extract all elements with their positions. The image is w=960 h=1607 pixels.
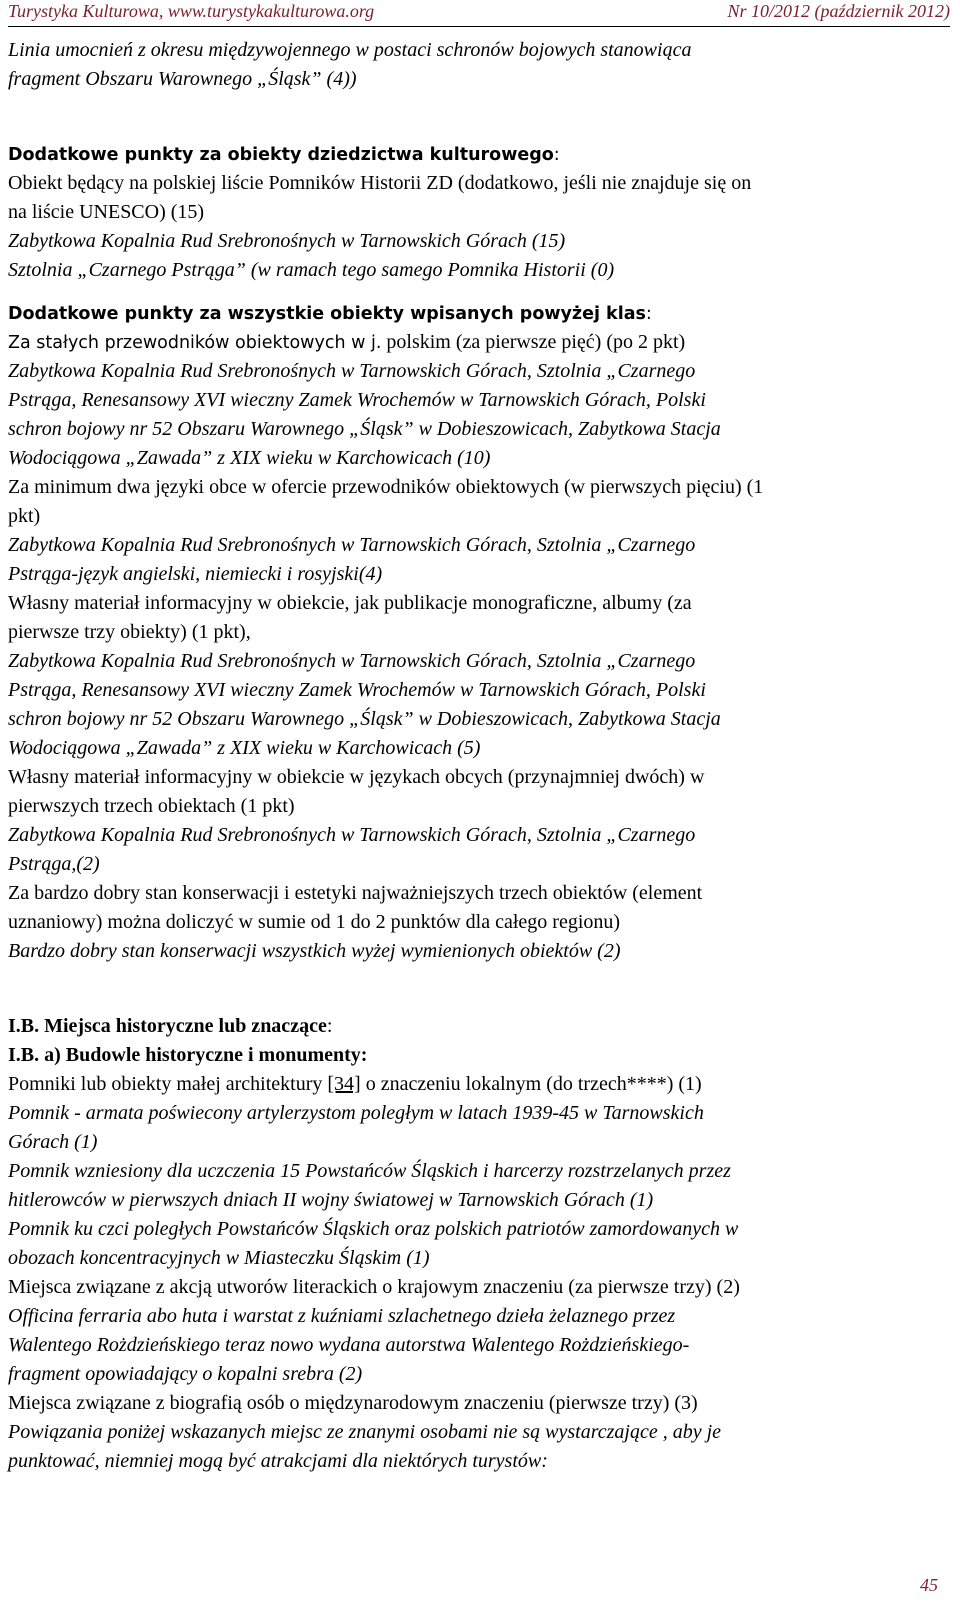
text-line: uznaniowy) można doliczyć w sumie od 1 do 2 punktów dla całego regionu) — [8, 911, 621, 933]
text-line: pierwsze trzy obiekty) (1 pkt), — [8, 621, 251, 643]
text-line: Miejsca związane z akcją utworów literackich o krajowym znaczeniu (za pierwsze trzy) (2) — [8, 1276, 740, 1298]
document-body — [8, 36, 948, 1476]
text-line: pierwszych trzech obiektach (1 pkt) — [8, 795, 295, 817]
object-line: Zabytkowa Kopalnia Rud Srebronośnych w Tarnowskich Górach, Sztolnia „Czarnego — [8, 824, 696, 846]
text-line: Obiekt będący na polskiej liście Pomników Historii ZD (dodatkowo, jeśli nie znajduje się on — [8, 172, 752, 194]
object-line: Pstrąga-język angielski, niemiecki i rosyjski(4) — [8, 563, 383, 585]
object-line: Pomnik wzniesiony dla uczczenia 15 Powstańców Śląskich i harcerzy rozstrzelanych przez — [8, 1160, 731, 1182]
object-line: obozach koncentracyjnych w Miasteczku Śląskim (1) — [8, 1247, 430, 1269]
object-line: Pstrąga,(2) — [8, 853, 100, 875]
object-line: Pomnik - armata poświecony artylerzystom poległym w latach 1939-45 w Tarnowskich — [8, 1102, 704, 1124]
text-line: pkt) — [8, 505, 41, 527]
page-number: 45 — [920, 1575, 938, 1595]
text-line: Za minimum dwa języki obce w ofercie przewodników obiektowych (w pierwszych pięciu) (1 — [8, 476, 764, 498]
object-line: Powiązania poniżej wskazanych miejsc ze znanymi osobami nie są wystarczające , aby je — [8, 1421, 722, 1443]
object-line: Pstrąga, Renesansowy XVI wieczny Zamek Wrochemów w Tarnowskich Górach, Polski — [8, 389, 706, 411]
intro-line: Linia umocnień z okresu międzywojennego w postaci schronów bojowych stanowiąca — [8, 39, 692, 61]
object-line: Walentego Rożdzieńskiego teraz nowo wydana autorstwa Walentego Rożdzieńskiego- — [8, 1334, 690, 1356]
text-line: na liście UNESCO) (15) — [8, 201, 205, 223]
intro-line: fragment Obszaru Warownego „Śląsk” (4)) — [8, 68, 357, 90]
issue-info: Nr 10/2012 (październik 2012) — [727, 1, 950, 21]
object-line: Pstrąga, Renesansowy XVI wieczny Zamek Wrochemów w Tarnowskich Górach, Polski — [8, 679, 706, 701]
section-heading: Dodatkowe punkty za obiekty dziedzictwa kulturowego: — [8, 145, 560, 165]
text-line: Miejsca związane z biografią osób o międzynarodowym znaczeniu (pierwsze trzy) (3) — [8, 1392, 698, 1414]
text-line: Pomniki lub obiekty małej architektury [34] o znaczeniu lokalnym (do trzech****) (1) — [8, 1073, 702, 1095]
object-line: Zabytkowa Kopalnia Rud Srebronośnych w Tarnowskich Górach, Sztolnia „Czarnego — [8, 534, 696, 556]
text-line: Własny materiał informacyjny w obiekcie, jak publikacje monograficzne, albumy (za — [8, 592, 692, 614]
text-line: Za stałych przewodników obiektowych w j. polskim (za pierwsze pięć) (po 2 pkt) — [8, 331, 686, 353]
subsection-heading: I.B. a) Budowle historyczne i monumenty: — [8, 1044, 368, 1066]
journal-title: Turystyka Kulturowa, www.turystykakulturowa.org — [8, 1, 375, 21]
object-line: Zabytkowa Kopalnia Rud Srebronośnych w Tarnowskich Górach (15) — [8, 230, 566, 252]
object-line: punktować, niemniej mogą być atrakcjami dla niektórych turystów: — [8, 1450, 548, 1472]
page-header — [8, 0, 950, 27]
object-line: Zabytkowa Kopalnia Rud Srebronośnych w Tarnowskich Górach, Sztolnia „Czarnego — [8, 650, 696, 672]
object-line: Pomnik ku czci poległych Powstańców Śląskich oraz polskich patriotów zamordowanych w — [8, 1218, 739, 1240]
section-heading: I.B. Miejsca historyczne lub znaczące: — [8, 1015, 333, 1037]
object-line: Officina ferraria abo huta i warstat z kuźniami szlachetnego dzieła żelaznego przez — [8, 1305, 676, 1327]
footnote-link[interactable]: [34] — [327, 1073, 361, 1095]
section-heading: Dodatkowe punkty za wszystkie obiekty wpisanych powyżej klas: — [8, 304, 652, 324]
object-line: Bardzo dobry stan konserwacji wszystkich wyżej wymienionych obiektów (2) — [8, 940, 621, 962]
object-line: fragment opowiadający o kopalni srebra (2) — [8, 1363, 363, 1385]
object-line: schron bojowy nr 52 Obszaru Warownego „Śląsk” w Dobieszowicach, Zabytkowa Stacja — [8, 708, 721, 730]
object-line: Górach (1) — [8, 1131, 98, 1153]
object-line: Wodociągowa „Zawada” z XIX wieku w Karchowicach (5) — [8, 737, 481, 759]
object-line: hitlerowców w pierwszych dniach II wojny światowej w Tarnowskich Górach (1) — [8, 1189, 654, 1211]
object-line: Sztolnia „Czarnego Pstrąga” (w ramach tego samego Pomnika Historii (0) — [8, 259, 615, 281]
object-line: Zabytkowa Kopalnia Rud Srebronośnych w Tarnowskich Górach, Sztolnia „Czarnego — [8, 360, 696, 382]
text-line: Za bardzo dobry stan konserwacji i estetyki najważniejszych trzech obiektów (element — [8, 882, 703, 904]
object-line: schron bojowy nr 52 Obszaru Warownego „Śląsk” w Dobieszowicach, Zabytkowa Stacja — [8, 418, 721, 440]
text-line: Własny materiał informacyjny w obiekcie w językach obcych (przynajmniej dwóch) w — [8, 766, 705, 788]
object-line: Wodociągowa „Zawada” z XIX wieku w Karchowicach (10) — [8, 447, 491, 469]
